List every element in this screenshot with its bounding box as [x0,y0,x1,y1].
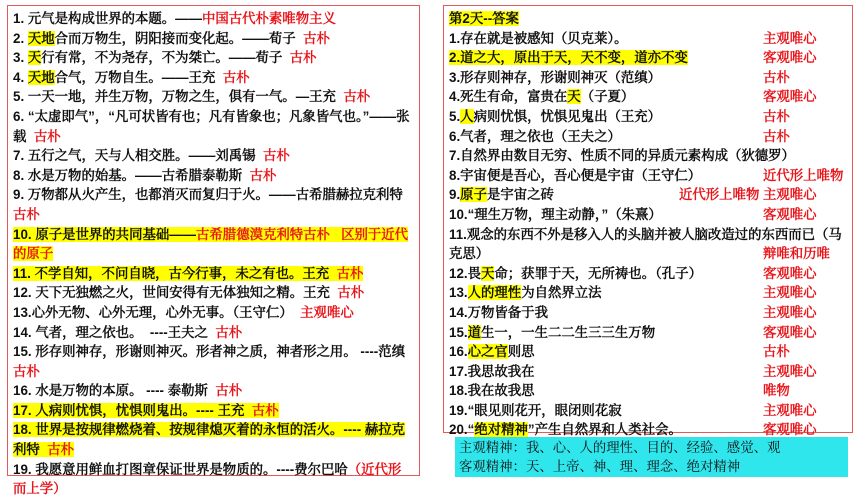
school-tag: 古朴 [215,324,243,340]
question-item [13,166,414,186]
question-text: 1. 元气是构成世界的本题。—— [13,11,202,26]
answer-tag: 近代形上唯物 [679,187,760,203]
answer-text: 10.“理生万物，理主动静，”（朱熹） [449,206,662,222]
answer-item [449,401,847,421]
answer-item [449,205,847,225]
summary-line-objective: 客观精神：天、上帝、神、理、理念、绝对精神 [459,459,741,474]
answer-tag: 主观唯心 [763,402,817,418]
school-tag: 古朴 [215,383,243,399]
answer-text-rest: 则思 [507,344,535,360]
summary-box [455,437,848,477]
question-item [13,381,414,401]
highlight-keyword: 道 [467,324,482,340]
answer-text: 5. [449,108,461,124]
answer-text-rest: 病则忧惧，忧惧见鬼出（王充） [473,108,662,124]
highlight-keyword: 原子 [460,187,487,203]
answer-tag: 古朴 [763,108,790,124]
question-text: 19. 我愿意用鲜血打图章保证世界是物质的。----费尔巴哈 [13,461,348,477]
answer-text-rest: 为自然界立法 [521,285,602,301]
school-tag: 古朴 [222,69,250,85]
question-text: 16. 水是万物的本原。 ---- 泰勒斯 [13,383,216,399]
highlight-keyword: 人的理性 [467,285,522,301]
answer-text: 14.万物皆备于我 [449,304,548,320]
question-text: 4. [13,69,28,85]
answer-item [449,127,847,147]
highlight-keyword: 人 [460,108,474,124]
answer-text: 4.死生有命，富贵在 [449,89,568,105]
question-text: 2. [13,30,28,46]
question-text: 3. [13,50,28,66]
answer-tag: 客观唯心 [763,206,817,222]
answer-tag: 客观唯心 [763,50,817,66]
answer-item [449,303,847,323]
highlight-keyword: 绝对精神 [474,422,528,438]
answer-text-rest: 生一，一生二二生三三生万物 [481,324,656,340]
highlight-keyword: 天地 [27,69,55,85]
answer-text: 1.存在就是被感知（贝克莱）。 [449,30,628,46]
school-tag: 古朴 [13,206,40,222]
question-text-rest: 行有常，不为尧存，不为桀亡。——荀子 [41,50,290,66]
answer-text: 12.畏 [449,265,482,281]
left-question-panel [7,5,420,497]
answer-tag: 客观唯心 [763,265,817,281]
question-item [13,48,414,68]
question-item [13,146,414,166]
question-item [13,264,414,284]
question-text: 9. 万物都从火产生，也都消灭而复归于火。——古希腊赫拉克利特 [13,187,411,203]
question-item [13,9,414,29]
question-item [13,303,414,323]
answer-text: 8.宇宙便是吾心，吾心便是宇宙（王守仁） [449,167,702,183]
answer-tag: 近代形上唯物 [763,167,844,183]
right-answer-panel [443,5,853,438]
answer-text: 3.形存则神存，形谢则神灭（范缜） [449,69,662,85]
answer-item [449,264,847,284]
school-tag: 古朴 [33,128,61,144]
answer-item [449,29,847,49]
school-tag: 古朴 [343,89,371,105]
question-text: 15. 形存则神存，形谢则神灭。形者神之质，神者形之用。 ----范缜 [13,344,413,360]
question-text: 10. 原子是世界的共同基础—— [13,226,197,242]
school-tag: 古朴 [337,285,365,301]
answer-text-rest: 命；获罪于天，无所祷也。（孔子） [494,265,702,281]
answer-text-rest: （子夏） [580,89,635,105]
school-tag: 古朴 [262,148,290,164]
answer-text: 2.道之大，原出于天，天不变，道亦不变 [449,50,688,66]
school-tag: 古朴 [251,402,279,418]
answer-item [449,107,847,127]
school-tag: 中国古代朴素唯物主义 [201,11,336,26]
answer-item [449,342,847,362]
school-tag: 主观唯心 [300,304,354,320]
answer-tag: 客观唯心 [763,422,817,438]
answer-text-rest: 是宇宙之砖 [486,187,554,203]
answer-tag: 主观唯心 [763,304,817,320]
school-tag: 古朴 [13,363,40,379]
answer-text: 15. [449,324,468,340]
question-item [13,323,414,343]
question-item [13,401,414,421]
question-text: 8. 水是万物的始基。——古希腊泰勒斯 [13,167,250,183]
answer-text-rest: ”产生自然界和人类社会。 [527,422,682,438]
question-item [13,68,414,88]
answer-text: 19.“眼见则花开，眼闭则花寂 [449,402,622,418]
question-text: 12. 天下无独燃之火，世间安得有无体独知之精。王充 [13,285,338,301]
school-tag: 古希腊德漠克利特古朴 区别于近代的原子 [13,226,409,262]
answer-tag: 客观唯心 [763,324,817,340]
answer-tag: 主观唯心 [763,30,817,46]
answer-text: 6.气者，理之依也（王夫之） [449,128,621,144]
question-text: 5. 一天一地，并生万物，万物之生，俱有一气。—王充 [13,89,344,105]
answer-tag: 客观唯心 [763,89,817,105]
answer-item [449,381,847,401]
answer-text: 16. [449,344,468,360]
answer-tag: 古朴 [763,344,790,360]
question-text: 17. 人病则忧惧，忧惧则鬼出。---- 王充 [13,402,252,418]
question-item [13,107,414,146]
answer-tag: 主观唯心 [763,285,817,301]
highlight-keyword: 天 [567,89,581,105]
answer-text: 17.我思故我在 [449,363,535,379]
highlight-keyword: 天 [481,265,495,281]
question-item [13,225,414,264]
answer-item [449,362,847,382]
answer-text: 7.自然界由数目无穷、性质不同的异质元素构成（狄德罗） [449,148,795,164]
answer-item [449,68,847,88]
answer-tag: 唯物 [763,383,790,399]
answer-text: 18.我在故我思 [449,383,535,399]
school-tag: 古朴 [249,167,277,183]
answer-item [449,323,847,343]
answer-tag: 辩唯和历唯 [763,246,830,262]
school-tag: （近代形而上学） [13,461,402,497]
question-item [13,342,414,381]
question-item [13,283,414,303]
answer-item [449,283,847,303]
question-text: 7. 五行之气，天与人相交胜。——刘禹锡 [13,148,263,164]
question-item [13,185,414,224]
question-text-rest: 合而万物生，阴阳接而变化起。——荀子 [54,30,304,46]
question-item [13,420,414,459]
question-text: 6. “太虚即气”，“凡可状皆有也；凡有皆象也；凡象皆气也。”——张载 [13,108,410,144]
question-text: 14. 气者，理之依也。 ----王夫之 [13,324,216,340]
answer-tag: 古朴 [763,128,790,144]
answer-tag: 古朴 [763,69,790,85]
question-text: 13.心外无物、心外无理，心外无事。（王守仁） [13,304,301,320]
answer-item [449,48,847,68]
answer-text: 9. [449,187,461,203]
answer-item [449,225,847,264]
answer-text: 20.“ [449,422,475,438]
answer-tag: 主观唯心 [763,187,817,203]
highlight-keyword: 心之官 [467,344,508,360]
highlight-keyword: 天地 [27,30,55,46]
question-item [13,460,414,499]
summary-line-subjective: 主观精神：我、心、人的理性、目的、经验、感觉、观 [459,440,781,455]
school-tag: 古朴 [289,50,317,66]
question-text: 11. 不学自知，不问自晓，古今行事，未之有也。王充 [13,265,337,281]
school-tag: 古朴 [303,30,330,46]
answer-item [449,87,847,107]
answer-tag: 主观唯心 [763,363,817,379]
answer-text: 11.观念的东西不外是移入人的头脑并被人脑改造过的东西而已（马克思） [449,226,842,262]
school-tag: 古朴 [336,265,364,281]
question-item [13,29,414,49]
question-item [13,87,414,107]
answer-title: 第2天--答案 [449,11,519,26]
question-text: 18. 世界是按规律燃烧着、按规律熄灭着的永恒的活火。---- 赫拉克利特 [13,422,406,458]
highlight-keyword: 天 [27,50,42,66]
school-tag: 古朴 [47,442,75,458]
question-text-rest: 合气，万物自生。——王充 [54,69,223,85]
answer-text: 13. [449,285,468,301]
